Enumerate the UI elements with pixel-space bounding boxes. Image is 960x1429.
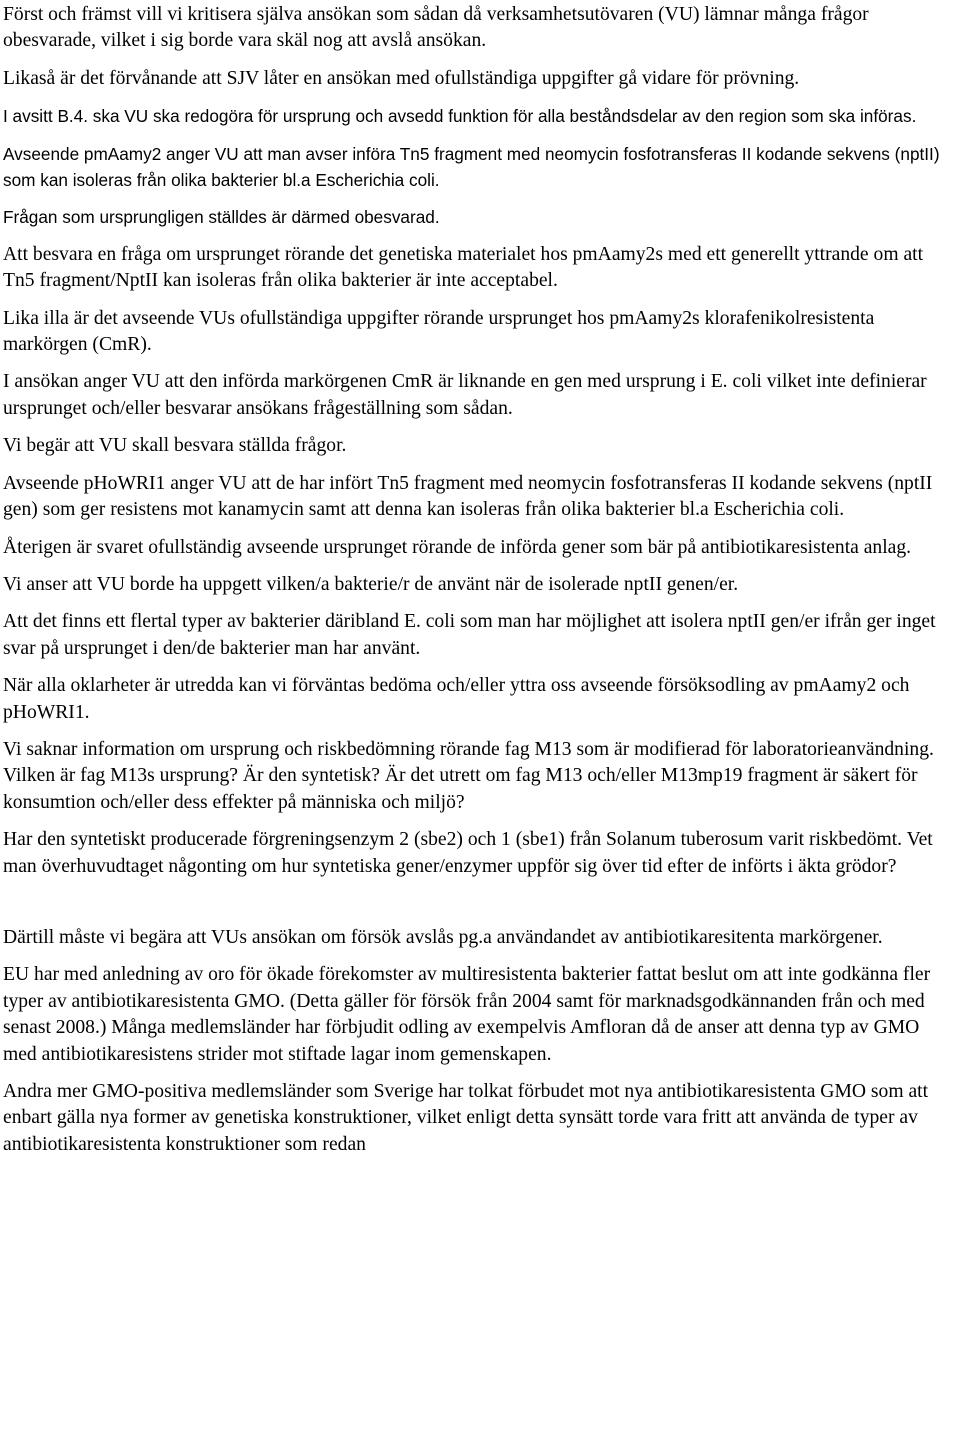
paragraph-phowri1: Avseende pHoWRI1 anger VU att de har infört Tn5 fragment med neomycin fosfotransferas II kodande sekvens (nptII gen) som ger resistens mot kanamycin samt att denna kan isoleras från olika bakterier bl.a Escherichia coli. <box>3 472 933 521</box>
paragraph-m13: Vi saknar information om ursprung och riskbedömning rörande fag M13 som är modifierad för laboratorieanvändning. Vilken är fag M13s ursprung? Är den syntetisk? Är det utrett om fag M13 och/eller M13mp19 fragment är säkert för konsumtion och/eller dess effekter på människa och miljö? <box>3 738 934 813</box>
paragraph-request: Vi begär att VU skall besvara ställda frågor. <box>3 435 347 457</box>
paragraph-eu-decision: EU har med anledning av oro för ökade förekomster av multiresistenta bakterier fattat beslut om att inte godkänna fler typer av antibiotikaresistenta GMO. (Detta gäller för försök från 2004 samt för marknadsgodkännanden från och med senast 2008.) Många medlemsländer har förbjudit odling av exempelvis Amfloran då de anser att denna typ av GMO med antibiotikaresistens strider mot stiftade lagar inom gemenskapen. <box>3 964 931 1065</box>
paragraph-cmr-origin: I ansökan anger VU att den införda markörgenen CmR är liknande en gen med ursprung i E. coli vilket inte definierar ursprunget och/eller besvarar ansökans frågeställning som sådan. <box>3 371 927 419</box>
paragraph-cmr: Lika illa är det avseende VUs ofullständiga uppgifter rörande ursprunget hos pmAamy2s klorafenikolresistenta markörgen (CmR). <box>3 307 875 356</box>
paragraph-sbe: Har den syntetiskt producerade förgreningsenzym 2 (sbe2) och 1 (sbe1) från Solanum tuberosum varit riskbedömt. Vet man överhuvudtaget någonting om hur syntetiska gener/enzymer uppför sig över tid efter de införts i äkta grödor? <box>3 829 933 877</box>
document-page <box>3 2 957 1169</box>
paragraph-reject-request: Därtill måste vi begära att VUs ansökan om försök avslås pg.a användandet av antibiotikaresitenta markörgener. <box>3 926 883 948</box>
paragraph-sjv: Likaså är det förvånande att SJV låter en ansökan med ofullständiga uppgifter gå vidare för prövning. <box>3 67 800 89</box>
paragraph-pmaamy2-tn5: Avseende pmAamy2 anger VU att man avser införa Tn5 fragment med neomycin fosfotransferas II kodande sekvens (nptII) som kan isoleras från olika bakterier bl.a Escherichia coli. <box>3 143 940 191</box>
paragraph-ecoli: Att det finns ett flertal typer av bakterier däribland E. coli som man har möjlighet att isolera nptII gen/er ifrån ger inget svar på ursprunget i den/de bakterier man har använt. <box>3 611 936 659</box>
paragraph-assessment: När alla oklarheter är utredda kan vi förväntas bedöma och/eller yttra oss avseende försöksodling av pmAamy2 och pHoWRI1. <box>3 675 910 723</box>
paragraph-section-b4: I avsitt B.4. ska VU ska redogöra för ursprung och avsedd funktion för alla beståndsdelar av den region som ska införas. <box>3 106 917 127</box>
paragraph-intro: Först och främst vill vi kritisera själva ansökan som sådan då verksamhetsutövaren (VU) lämnar många frågor obesvarade, vilket i sig borde vara skäl nog att avslå ansökan. <box>3 4 869 52</box>
paragraph-not-acceptable: Att besvara en fråga om ursprunget rörande det genetiska materialet hos pmAamy2s med ett generellt yttrande om att Tn5 fragment/NptII kan isoleras från olika bakterier är inte acceptabel. <box>3 243 924 292</box>
paragraph-unanswered: Frågan som ursprungligen ställdes är därmed obesvarad. <box>3 207 440 228</box>
paragraph-gap <box>3 891 957 925</box>
paragraph-member-states: Andra mer GMO-positiva medlemsländer som Sverige har tolkat förbudet mot nya antibiotikaresistenta GMO som att enbart gälla nya former av genetiska konstruktioner, vilket enligt detta synsätt torde vara fritt att använda de typer av antibiotikaresistenta konstruktioner som redan <box>3 1081 929 1155</box>
paragraph-incomplete: Återigen är svaret ofullständig avseende ursprunget rörande de införda gener som bär på antibiotikaresistenta anlag. <box>3 536 912 558</box>
paragraph-which-bacteria: Vi anser att VU borde ha uppgett vilken/a bakterie/r de använt när de isolerade nptII genen/er. <box>3 573 739 595</box>
